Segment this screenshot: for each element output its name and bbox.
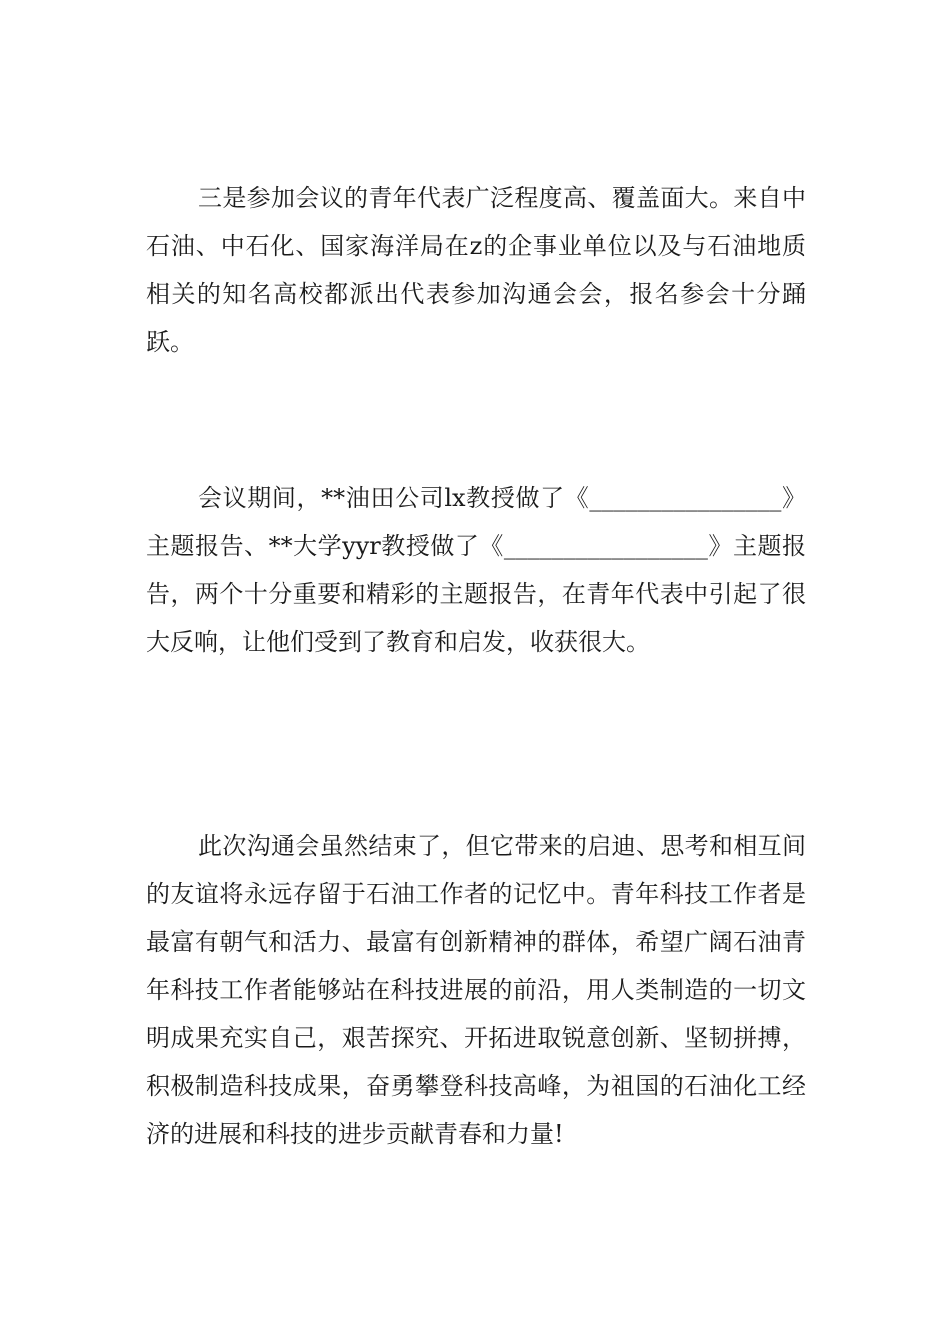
paragraph-conclusion: 此次沟通会虽然结束了，但它带来的启迪、思考和相互间的友谊将永远存留于石油工作者的记忆中。青年科技工作者是最富有朝气和活力、最富有创新精神的群体，希望广阔石油青年科技工作者能够站在科技进展的前沿，用人类制造的一切文明成果充实自己，艰苦探究、开拓进取锐意创新、坚韧拼搏，积极制造科技成果，奋勇攀登科技高峰，为祖国的石油化工经济的进展和科技的进步贡献青春和力量! (146, 832, 806, 1148)
paragraph-participation: 三是参加会议的青年代表广泛程度高、覆盖面大。来自中石油、中石化、国家海洋局在z的企事业单位以及与石油地质相关的知名高校都派出代表参加沟通会会，报名参会十分踊跃。 (146, 184, 806, 356)
paragraph-reports: 会议期间，**油田公司lx教授做了《________________》主题报告、**大学yyr教授做了《_________________》主题报告，两个十分重要和精彩的主题报告，在青年代表中引起了很大反响，让他们受到了教育和启发，收获很大。 (146, 484, 806, 656)
